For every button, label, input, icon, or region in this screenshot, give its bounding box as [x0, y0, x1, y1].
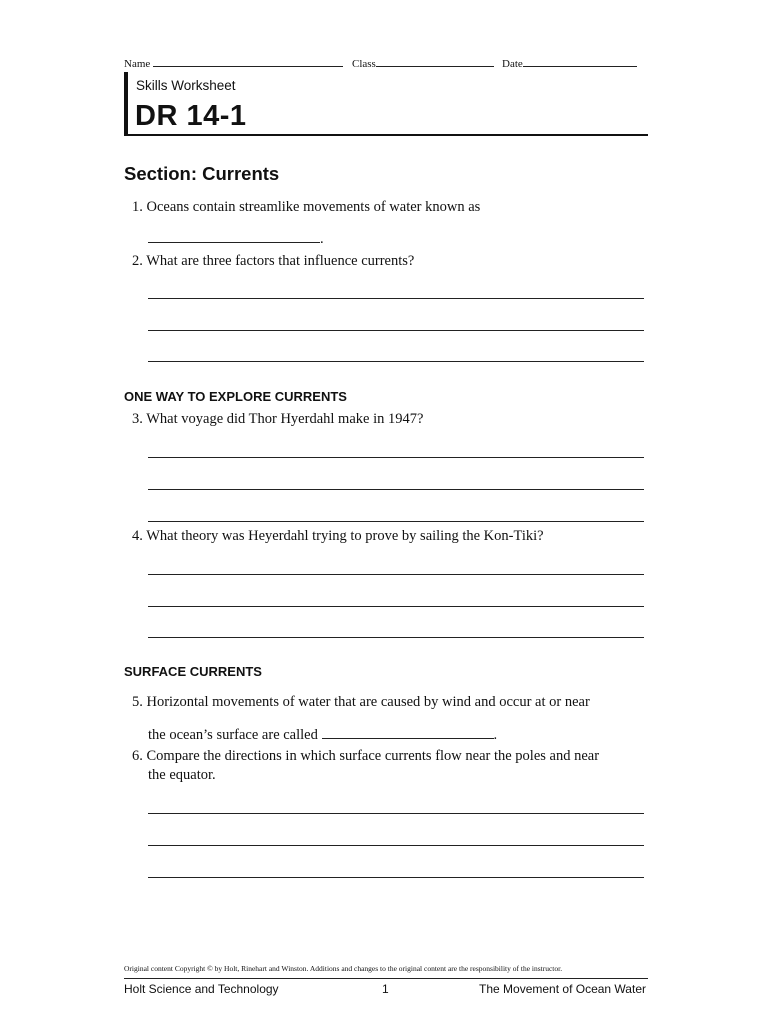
question-1-period: . — [320, 231, 324, 247]
class-blank[interactable] — [376, 56, 494, 67]
date-label: Date — [502, 58, 523, 70]
worksheet-kicker: Skills Worksheet — [136, 78, 236, 93]
subsection-surface-heading: SURFACE CURRENTS — [124, 664, 262, 679]
subsection-explore-heading: ONE WAY TO EXPLORE CURRENTS — [124, 389, 347, 404]
question-3-answer-line-1[interactable] — [148, 457, 644, 458]
class-field[interactable] — [352, 56, 494, 70]
question-6-text-2: the equator. — [148, 767, 216, 783]
question-6-answer-line-3[interactable] — [148, 877, 644, 878]
question-5-blank[interactable] — [322, 724, 494, 739]
title-rule — [124, 134, 648, 136]
question-5-period: . — [493, 727, 498, 743]
section-title: Section: Currents — [124, 163, 280, 184]
question-4-text: 4. What theory was Heyerdahl trying to prove by sailing the Kon-Tiki? — [132, 528, 544, 544]
question-4-answer-line-2[interactable] — [148, 606, 644, 607]
name-label: Name — [124, 58, 151, 70]
question-5-continued[interactable] — [148, 724, 497, 744]
date-field[interactable] — [502, 56, 637, 70]
question-2-answer-line-1[interactable] — [148, 298, 644, 299]
question-4-answer-line-3[interactable] — [148, 637, 644, 638]
question-3-text: 3. What voyage did Thor Hyerdahl make in 1947? — [132, 411, 424, 427]
copyright-notice: Original content Copyright © by Holt, Rinehart and Winston. Additions and changes to the original content are the responsibility of the instructor. — [124, 964, 563, 973]
footer-rule — [124, 978, 648, 979]
question-4-answer-line-1[interactable] — [148, 574, 644, 575]
footer-publisher: Holt Science and Technology — [124, 982, 279, 996]
question-1-blank[interactable] — [148, 228, 320, 243]
date-blank[interactable] — [523, 56, 637, 67]
question-2-answer-line-2[interactable] — [148, 330, 644, 331]
name-blank[interactable] — [153, 56, 343, 67]
class-label: Class — [352, 58, 376, 70]
footer-chapter: The Movement of Ocean Water — [479, 982, 646, 996]
question-3-answer-line-3[interactable] — [148, 521, 644, 522]
question-5-text-2: the ocean’s surface are called — [148, 727, 318, 743]
question-1-blank-line[interactable] — [148, 228, 324, 248]
name-field[interactable] — [124, 56, 343, 70]
question-6-answer-line-1[interactable] — [148, 813, 644, 814]
footer-page-number: 1 — [382, 982, 389, 996]
question-2-text: 2. What are three factors that influence currents? — [132, 253, 415, 269]
title-bar-decoration — [124, 72, 128, 134]
worksheet-code: DR 14-1 — [135, 100, 247, 132]
question-5-text: 5. Horizontal movements of water that are caused by wind and occur at or near — [132, 694, 590, 710]
question-6-answer-line-2[interactable] — [148, 845, 644, 846]
question-6-text: 6. Compare the directions in which surface currents flow near the poles and near — [132, 748, 600, 764]
question-2-answer-line-3[interactable] — [148, 361, 644, 362]
question-3-answer-line-2[interactable] — [148, 489, 644, 490]
question-1-text: 1. Oceans contain streamlike movements of water known as — [132, 199, 481, 215]
